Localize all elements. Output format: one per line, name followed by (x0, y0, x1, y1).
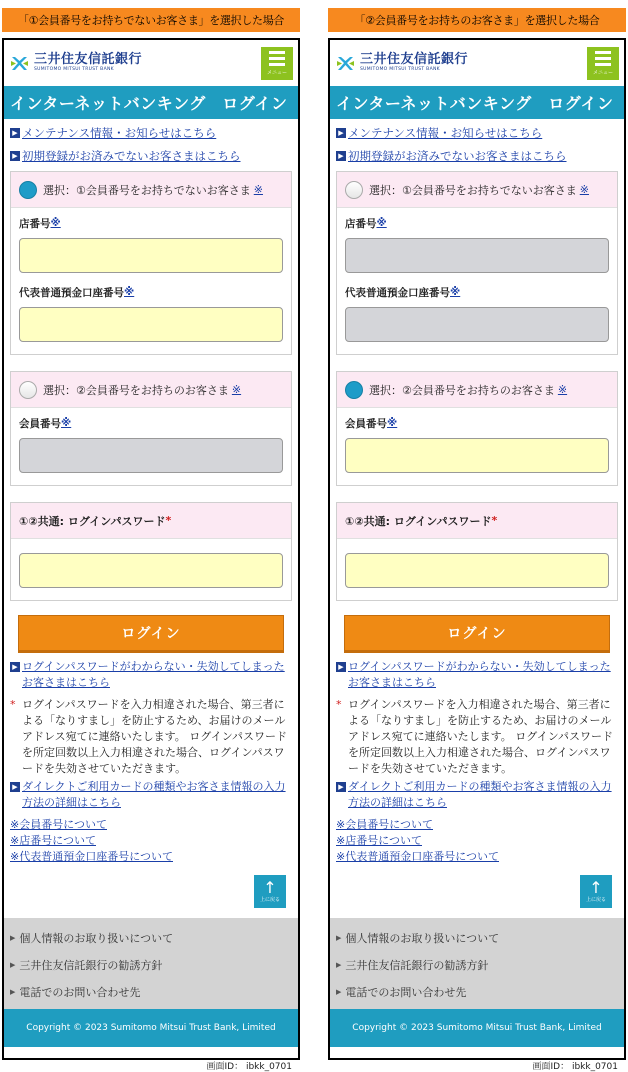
logo-mark-icon (336, 55, 355, 72)
password-input[interactable] (345, 553, 609, 588)
screen-id: 画面ID： ibkk_0701 (532, 1062, 618, 1072)
menu-button[interactable] (261, 47, 293, 80)
arrow-link-icon: ▶ (336, 782, 346, 792)
password-box (10, 502, 292, 601)
arrow-link-icon: ▶ (10, 662, 20, 672)
option1-box (336, 171, 618, 355)
store-number-input[interactable] (19, 238, 283, 273)
logo-text-jp: 三井住友信託銀行 (34, 52, 143, 68)
link-forgot-password[interactable]: ▶ ログインパスワードがわからない・失効してしまったお客さまはこちら (10, 659, 292, 691)
info-section (4, 651, 298, 865)
option1-label: 選択：①会員番号をお持ちでないお客さま (369, 183, 577, 197)
footer-link-privacy[interactable]: ▶ 個人情報のお取り扱いについて (10, 931, 174, 945)
link-about-member[interactable]: ※会員番号について (336, 818, 433, 831)
note-link[interactable]: ※ (231, 383, 242, 396)
logo-mark-icon (10, 55, 29, 72)
note-link[interactable]: ※ (253, 183, 263, 196)
link-direct-card[interactable]: ▶ ダイレクトご利用カードの種類やお客さま情報の入力方法の詳細はこちら (336, 779, 618, 811)
note-link[interactable]: ※ (387, 417, 398, 429)
logo-text-en: SUMITOMO MITSUI TRUST BANK (360, 67, 440, 73)
footer-link-policy[interactable]: ▶ 三井住友信託銀行の勧誘方針 (10, 958, 163, 972)
arrow-link-icon: ▶ (10, 128, 20, 138)
note-link[interactable]: ※ (557, 383, 568, 396)
store-number-label: 店番号 ※ (345, 217, 387, 230)
option2-radio-row[interactable] (11, 372, 291, 408)
option1-radio-row[interactable] (11, 172, 291, 208)
link-direct-card[interactable]: ▶ ダイレクトご利用カードの種類やお客さま情報の入力方法の詳細はこちら (10, 779, 292, 811)
page-title: インターネットバンキング ログイン (4, 86, 298, 119)
panel-left (2, 8, 300, 1072)
logo-text-jp: 三井住友信託銀行 (360, 52, 469, 68)
account-number-input[interactable] (345, 307, 609, 342)
link-about-account[interactable]: ※代表普通預金口座番号について (336, 850, 499, 863)
member-number-label: 会員番号 ※ (345, 417, 398, 430)
hamburger-icon (269, 51, 285, 66)
link-about-store[interactable]: ※店番号について (336, 834, 422, 847)
note-link[interactable]: ※ (376, 217, 387, 229)
link-about-member[interactable]: ※会員番号について (10, 818, 107, 831)
top-bar (4, 40, 298, 86)
option2-box (336, 371, 618, 486)
note-link[interactable]: ※ (50, 217, 61, 229)
link-forgot-password[interactable]: ▶ ログインパスワードがわからない・失効してしまったお客さまはこちら (336, 659, 618, 691)
menu-button[interactable] (587, 47, 619, 80)
footer-link-privacy[interactable]: ▶ 個人情報のお取り扱いについて (336, 931, 500, 945)
triangle-icon: ▶ (336, 987, 342, 996)
arrow-up-icon: ↑ (589, 878, 603, 897)
note-link[interactable]: ※ (61, 417, 72, 429)
copyright: Copyright © 2023 Sumitomo Mitsui Trust Bank, Limited (4, 1009, 298, 1047)
link-initial-registration[interactable]: ▶ 初期登録がお済みでないお客さまはこちら (336, 148, 618, 164)
screen-id: 画面ID： ibkk_0701 (206, 1062, 292, 1072)
store-number-label: 店番号 ※ (19, 217, 61, 230)
back-to-top-button[interactable]: ↑ 上に戻る (254, 875, 286, 908)
password-label: ①②共通: ログインパスワード * (11, 503, 291, 539)
top-bar (330, 40, 624, 86)
option2-radio[interactable] (345, 381, 363, 399)
account-number-label: 代表普通預金口座番号 ※ (345, 286, 461, 299)
login-button[interactable]: ログイン (344, 615, 610, 651)
top-links (4, 119, 298, 164)
arrow-link-icon: ▶ (10, 151, 20, 161)
option2-box (10, 371, 292, 486)
copyright: Copyright © 2023 Sumitomo Mitsui Trust Bank, Limited (330, 1009, 624, 1047)
link-maintenance[interactable]: ▶ メンテナンス情報・お知らせはこちら (336, 125, 618, 141)
footer-link-policy[interactable]: ▶ 三井住友信託銀行の勧誘方針 (336, 958, 489, 972)
link-about-store[interactable]: ※店番号について (10, 834, 96, 847)
arrow-link-icon: ▶ (336, 128, 346, 138)
store-number-input[interactable] (345, 238, 609, 273)
password-box (336, 502, 618, 601)
hamburger-icon (595, 51, 611, 66)
arrow-link-icon: ▶ (336, 151, 346, 161)
option1-label: 選択：①会員番号をお持ちでないお客さま (43, 183, 251, 197)
password-label: ①②共通: ログインパスワード * (337, 503, 617, 539)
link-initial-registration[interactable]: ▶ 初期登録がお済みでないお客さまはこちら (10, 148, 292, 164)
option2-label: 選択：②会員番号をお持ちのお客さま (369, 383, 555, 397)
link-maintenance[interactable]: ▶ メンテナンス情報・お知らせはこちら (10, 125, 292, 141)
info-section (330, 651, 624, 865)
option2-radio[interactable] (19, 381, 37, 399)
menu-label: メニュー (592, 69, 613, 76)
phone-screen-right (328, 38, 626, 1072)
footer-link-contact[interactable]: ▶ 電話でのお問い合わせ先 (336, 985, 467, 999)
link-about-account[interactable]: ※代表普通預金口座番号について (10, 850, 173, 863)
footer-links (4, 918, 298, 1009)
triangle-icon: ▶ (10, 960, 16, 969)
member-number-input[interactable] (345, 438, 609, 473)
footer-links (330, 918, 624, 1009)
member-number-input[interactable] (19, 438, 283, 473)
page-title: インターネットバンキング ログイン (330, 86, 624, 119)
arrow-link-icon: ▶ (336, 662, 346, 672)
arrow-up-icon: ↑ (263, 878, 277, 897)
account-number-input[interactable] (19, 307, 283, 342)
required-mark: * (491, 514, 498, 527)
note-link[interactable]: ※ (124, 286, 135, 298)
caption-left: 「①会員番号をお持ちでないお客さま」を選択した場合 (2, 8, 300, 32)
required-mark: * (165, 514, 172, 527)
caption-right: 「②会員番号をお持ちのお客さま」を選択した場合 (328, 8, 626, 32)
warning-note: * ログインパスワードを入力相違された場合、第三者による「なりすまし」を防止するため、お届けのメールアドレス宛てに連絡いたします。 ログインパスワードを所定回数以上入力相違された場合、ログインパスワードを失効させていただきます。 (336, 698, 613, 775)
option1-radio-row[interactable] (337, 172, 617, 208)
note-link[interactable]: ※ (450, 286, 461, 298)
option2-label: 選択：②会員番号をお持ちのお客さま (43, 383, 229, 397)
logo-text-en: SUMITOMO MITSUI TRUST BANK (34, 67, 114, 73)
top-links (330, 119, 624, 164)
member-number-label: 会員番号 ※ (19, 417, 72, 430)
note-link[interactable]: ※ (579, 183, 589, 196)
login-button[interactable]: ログイン (18, 615, 284, 651)
bank-logo[interactable] (336, 53, 468, 73)
option1-radio[interactable] (345, 181, 363, 199)
triangle-icon: ▶ (336, 933, 342, 942)
phone-screen-left (2, 38, 300, 1072)
triangle-icon: ▶ (10, 987, 16, 996)
arrow-link-icon: ▶ (10, 782, 20, 792)
password-input[interactable] (19, 553, 283, 588)
account-number-label: 代表普通預金口座番号 ※ (19, 286, 135, 299)
option2-radio-row[interactable] (337, 372, 617, 408)
panel-right (328, 8, 626, 1072)
triangle-icon: ▶ (10, 933, 16, 942)
warning-note: * ログインパスワードを入力相違された場合、第三者による「なりすまし」を防止するため、お届けのメールアドレス宛てに連絡いたします。 ログインパスワードを所定回数以上入力相違された場合、ログインパスワードを失効させていただきます。 (10, 698, 287, 775)
footer-link-contact[interactable]: ▶ 電話でのお問い合わせ先 (10, 985, 141, 999)
option1-radio[interactable] (19, 181, 37, 199)
bank-logo[interactable] (10, 53, 142, 73)
menu-label: メニュー (266, 69, 287, 76)
triangle-icon: ▶ (336, 960, 342, 969)
back-to-top-button[interactable]: ↑ 上に戻る (580, 875, 612, 908)
option1-box (10, 171, 292, 355)
